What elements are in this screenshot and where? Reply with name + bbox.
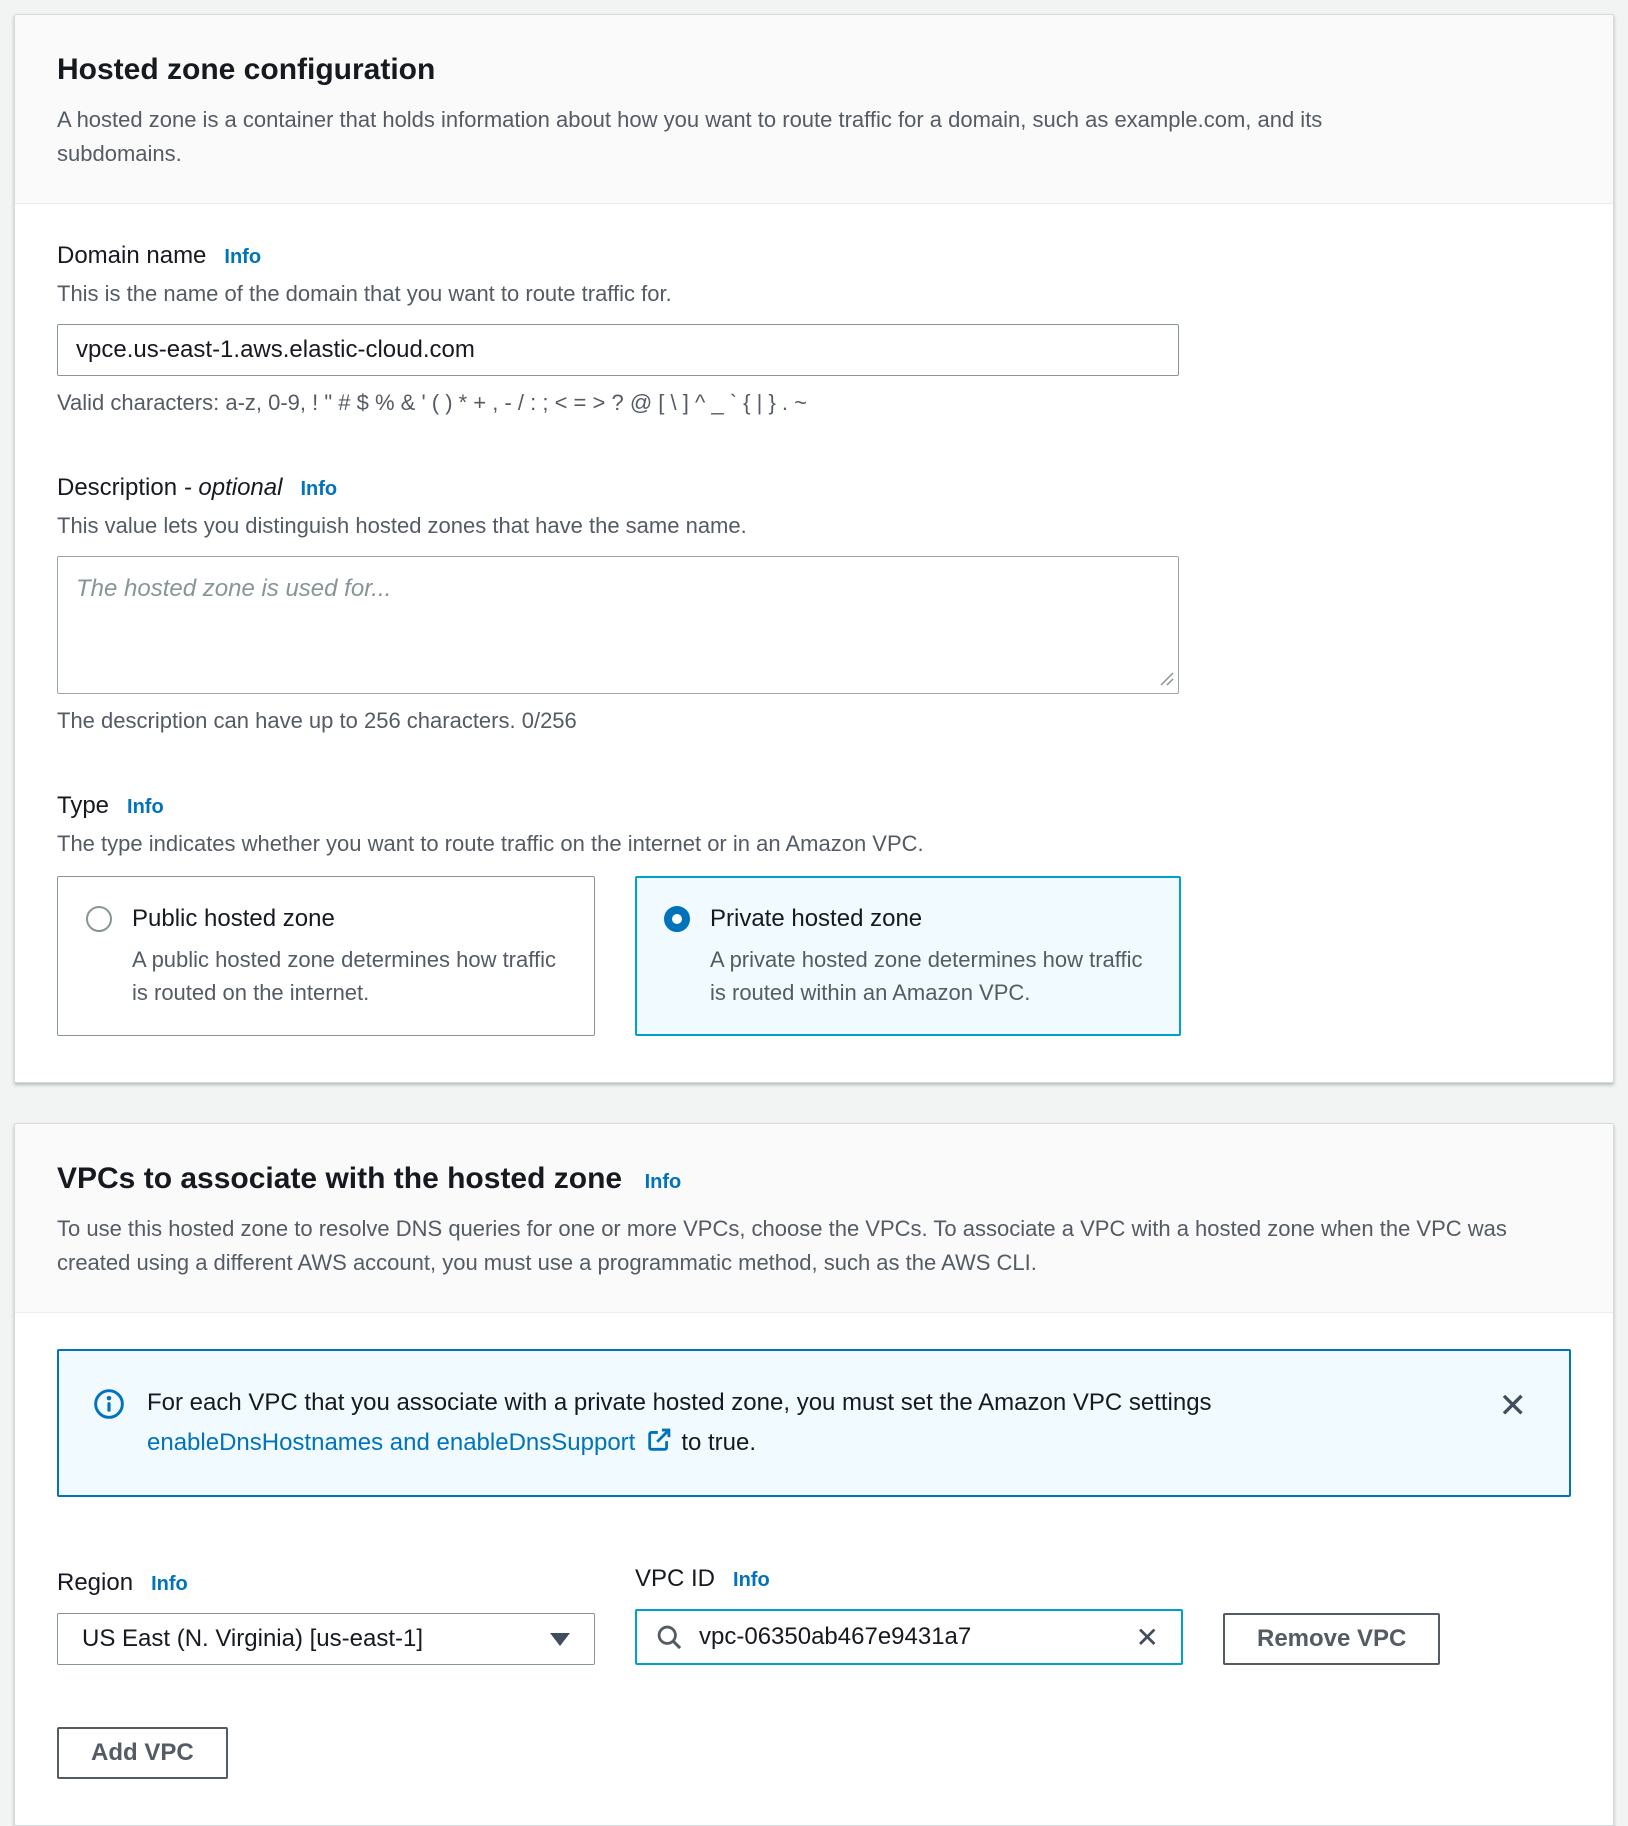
vpc-card-title: VPCs to associate with the hosted zone <box>57 1162 623 1195</box>
vpc-fields-row <box>57 1563 1571 1665</box>
vpc-id-label: VPC ID <box>635 1565 716 1592</box>
private-hosted-zone-label: Private hosted zone <box>710 905 923 932</box>
description-info-link[interactable]: Info <box>300 478 338 500</box>
alert-text <box>147 1383 1479 1463</box>
remove-vpc-button[interactable]: Remove VPC <box>1223 1613 1440 1665</box>
private-hosted-zone-radio-icon <box>664 906 690 932</box>
description-character-count-hint: The description can have up to 256 characters. 0/256 <box>57 708 577 733</box>
type-field <box>57 790 1571 1036</box>
region-label: Region <box>57 1569 134 1596</box>
private-hosted-zone-description: A private hosted zone determines how traffic is routed within an Amazon VPC. <box>710 947 1143 1005</box>
vpcs-to-associate-card <box>14 1123 1614 1826</box>
info-icon <box>93 1388 125 1420</box>
vpc-id-input[interactable] <box>697 1622 1132 1652</box>
domain-name-field <box>57 240 1571 418</box>
alert-close-button[interactable] <box>1499 1389 1528 1423</box>
vpc-card-info-link[interactable]: Info <box>644 1171 682 1193</box>
region-field <box>57 1567 595 1665</box>
region-select-value: US East (N. Virginia) [us-east-1] <box>82 1625 424 1652</box>
vpc-card-body <box>15 1313 1613 1825</box>
clear-icon: ✕ <box>1135 1621 1159 1653</box>
domain-name-label: Domain name <box>57 242 207 269</box>
external-link-icon <box>645 1426 673 1454</box>
type-description: The type indicates whether you want to route traffic on the internet or in an Amazon VPC. <box>57 831 924 856</box>
region-info-link[interactable]: Info <box>151 1573 188 1595</box>
vpc-id-field <box>635 1563 1183 1665</box>
add-vpc-button[interactable]: Add VPC <box>57 1727 228 1779</box>
hosted-zone-card-title: Hosted zone configuration <box>57 53 436 86</box>
type-label: Type <box>57 792 110 819</box>
public-hosted-zone-option[interactable] <box>57 876 595 1036</box>
caret-down-icon <box>550 1633 570 1646</box>
region-label-row <box>57 1567 595 1599</box>
description-label-row <box>57 472 1571 504</box>
vpc-id-search-box <box>635 1609 1183 1665</box>
alert-text-line1: For each VPC that you associate with a private hosted zone, you must set the Amazon VPC settings <box>147 1389 1212 1416</box>
type-info-link[interactable]: Info <box>127 796 164 818</box>
domain-name-info-link[interactable]: Info <box>224 246 262 268</box>
vpc-id-info-link[interactable]: Info <box>733 1569 770 1591</box>
enable-dns-link[interactable]: enableDnsHostnames and enableDnsSupport <box>147 1429 636 1456</box>
vpc-id-clear-button[interactable] <box>1132 1621 1163 1654</box>
description-field <box>57 472 1571 736</box>
vpc-settings-info-alert <box>57 1349 1571 1497</box>
hosted-zone-configuration-card <box>14 14 1614 1083</box>
description-textarea-wrap <box>57 556 1179 694</box>
type-options-row <box>57 876 1571 1036</box>
public-hosted-zone-label: Public hosted zone <box>132 905 335 932</box>
description-field-description: This value lets you distinguish hosted zones that have the same name. <box>57 513 747 538</box>
public-hosted-zone-radio-icon <box>86 906 112 932</box>
vpc-card-description: To use this hosted zone to resolve DNS queries for one or more VPCs, choose the VPCs. To associate a VPC with a hosted zone when the VPC was created using a different AWS account, you must use a programmatic method, such as the AWS CLI. <box>57 1216 1507 1275</box>
public-hosted-zone-description: A public hosted zone determines how traffic is routed on the internet. <box>132 947 556 1005</box>
hosted-zone-card-header <box>15 15 1613 204</box>
close-icon: ✕ <box>1498 1387 1527 1425</box>
search-icon <box>655 1623 683 1651</box>
description-label: Description - optional <box>57 474 283 501</box>
description-textarea[interactable] <box>57 556 1179 694</box>
vpc-card-header <box>15 1124 1613 1313</box>
domain-name-label-row <box>57 240 1571 272</box>
alert-text-line2 <box>147 1423 1479 1463</box>
hosted-zone-card-description: A hosted zone is a container that holds information about how you want to route traffic for a domain, such as example.com, and its subdomains. <box>57 107 1323 166</box>
domain-name-input[interactable] <box>57 324 1179 376</box>
domain-name-description: This is the name of the domain that you want to route traffic for. <box>57 281 672 306</box>
hosted-zone-card-body <box>15 204 1613 1082</box>
region-select[interactable] <box>57 1613 595 1665</box>
description-optional-label: - optional <box>183 474 283 501</box>
type-label-row <box>57 790 1571 822</box>
alert-text-after-link: to true. <box>681 1429 757 1456</box>
private-hosted-zone-option[interactable] <box>635 876 1181 1036</box>
vpc-id-label-row <box>635 1563 1183 1595</box>
domain-name-valid-characters-hint: Valid characters: a-z, 0-9, ! " # $ % & ' ( ) * + , - / : ; < = > ? @ [ \ ] ^ _ ` { | } . ~ <box>57 390 807 415</box>
